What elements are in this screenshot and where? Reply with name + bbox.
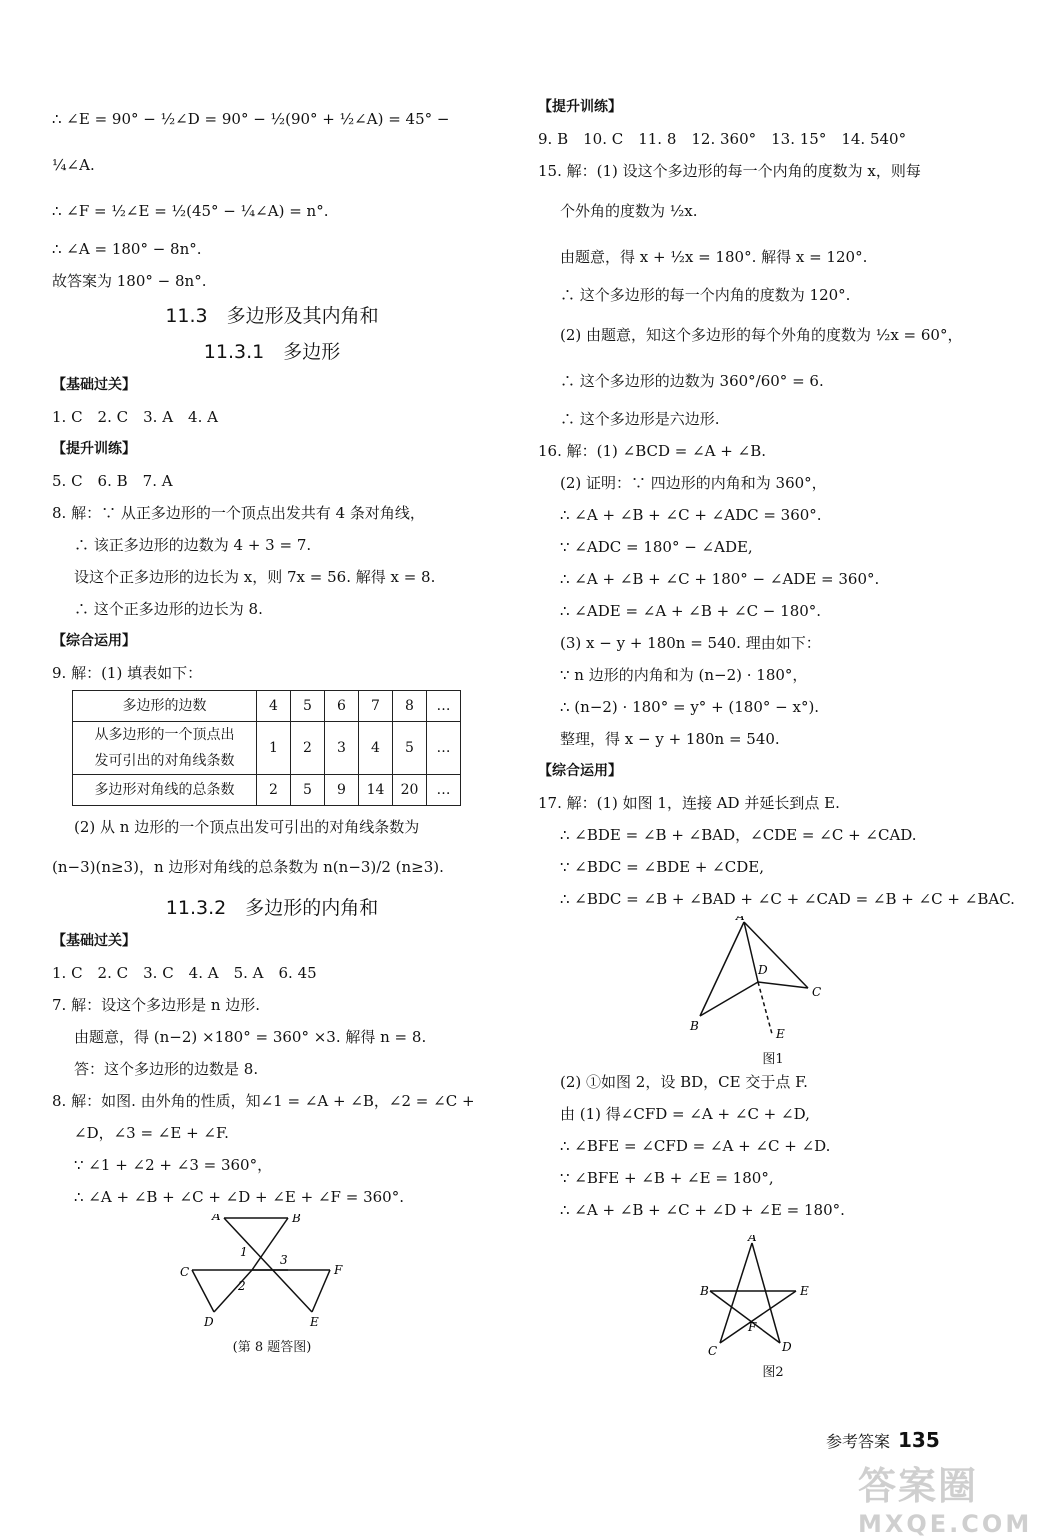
fig2-label: E: [800, 1284, 809, 1298]
fig8-label: B: [292, 1214, 301, 1225]
fig8-label: A: [212, 1214, 221, 1223]
table-cell: 5: [291, 691, 325, 722]
solution-line: (n−3)(n≥3)，n 边形对角线的总条数为 n(n−3)/2 (n≥3).: [52, 858, 444, 876]
table-cell: 20: [393, 775, 427, 806]
table-cell: [73, 722, 257, 775]
fig2-label: F: [748, 1320, 757, 1334]
watermark: [858, 1455, 1048, 1538]
fig1-label: A: [736, 916, 745, 923]
solution-line: (2) 由题意，知这个多边形的每个外角的度数为 ½x = 60°，: [560, 326, 963, 344]
fig8-label: 1: [240, 1245, 248, 1259]
solution-line: 7. 解：设这个多边形是 n 边形.: [52, 996, 261, 1014]
figure-caption: 图1: [762, 1052, 784, 1067]
fig1-label: D: [758, 963, 768, 977]
fig8-label: 3: [280, 1253, 288, 1267]
solution-line: ∴ ∠A + ∠B + ∠C + ∠ADC = 360°.: [560, 506, 822, 524]
solution-line: ∵ ∠BFE + ∠B + ∠E = 180°,: [560, 1169, 774, 1187]
solution-line: (2) ①如图 2，设 BD，CE 交于点 F.: [560, 1073, 808, 1091]
figure-caption: (第 8 题答图): [232, 1340, 312, 1355]
solution-line: ∴ 这个多边形的每一个内角的度数为 120°.: [560, 286, 851, 304]
solution-line: ∴ ∠A = 180° − 8n°.: [52, 240, 202, 258]
answer-line: 1. C 2. C 3. C 4. A 5. A 6. 45: [52, 964, 317, 982]
solution-line: ¼∠A.: [52, 156, 95, 174]
solution-line: 由 (1) 得∠CFD = ∠A + ∠C + ∠D,: [560, 1105, 810, 1123]
table-cell: 多边形的边数: [73, 691, 257, 722]
solution-line: ∴ ∠F = ½∠E = ½(45° − ¼∠A) = n°.: [52, 202, 329, 220]
answer-line: 1. C 2. C 3. A 4. A: [52, 408, 218, 426]
figure-caption: 图2: [762, 1365, 784, 1380]
solution-line: 由题意，得 x + ½x = 180°. 解得 x = 120°.: [560, 248, 868, 266]
solution-line: ∴ ∠BDE = ∠B + ∠BAD，∠CDE = ∠C + ∠CAD.: [560, 826, 917, 844]
solution-line: ∵ ∠ADC = 180° − ∠ADE,: [560, 538, 753, 556]
table-cell: 9: [325, 775, 359, 806]
table-cell: 14: [359, 775, 393, 806]
table-cell: 4: [257, 691, 291, 722]
tag-improve: 【提升训练】: [538, 99, 622, 115]
footer-label: 参考答案: [826, 1432, 891, 1451]
solution-line: ∴ 这个多边形的边数为 360°/60° = 6.: [560, 372, 824, 390]
solution-line: ∵ ∠1 + ∠2 + ∠3 = 360°，: [74, 1156, 273, 1174]
table-cell: …: [427, 691, 461, 722]
figure-2: [538, 1235, 1008, 1357]
table-cell: 6: [325, 691, 359, 722]
table-cell: 4: [359, 722, 393, 775]
tag-apply: 【综合运用】: [52, 633, 136, 649]
solution-line: 故答案为 180° − 8n°.: [52, 272, 207, 290]
tag-apply: 【综合运用】: [538, 763, 622, 779]
solution-line: 8. 解：如图. 由外角的性质，知∠1 = ∠A + ∠B，∠2 = ∠C +: [52, 1092, 475, 1110]
table-cell: 5: [291, 775, 325, 806]
tag-improve: 【提升训练】: [52, 441, 136, 457]
solution-line: ∴ ∠A + ∠B + ∠C + ∠D + ∠E + ∠F = 360°.: [74, 1188, 404, 1206]
left-column: [52, 96, 492, 1355]
watermark-top: 答案圈: [858, 1464, 979, 1508]
solution-line: 个外角的度数为 ½x.: [560, 202, 698, 220]
solution-line: (3) x − y + 180n = 540. 理由如下：: [560, 634, 821, 652]
solution-line: ∵ n 边形的内角和为 (n−2) · 180°，: [560, 666, 808, 684]
solution-line: ∴ ∠A + ∠B + ∠C + 180° − ∠ADE = 360°.: [560, 570, 880, 588]
table-row: [73, 722, 461, 775]
tag-basic: 【基础过关】: [52, 377, 136, 393]
fig1-label: C: [812, 985, 822, 999]
solution-line: ∴ 这个多边形是六边形.: [560, 410, 720, 428]
table-cell: 2: [291, 722, 325, 775]
table-cell: …: [427, 722, 461, 775]
table-cell: 3: [325, 722, 359, 775]
fig8-label: C: [180, 1265, 190, 1279]
fig8-label: D: [204, 1315, 214, 1329]
table-cell: 2: [257, 775, 291, 806]
right-column: [538, 92, 1015, 1380]
solution-line: 16. 解：(1) ∠BCD = ∠A + ∠B.: [538, 442, 766, 460]
figure-q8: [52, 1214, 492, 1332]
fig2-label: C: [708, 1344, 718, 1357]
page-number: 135: [898, 1428, 940, 1452]
fig1-label: E: [776, 1027, 785, 1041]
table-cell-line: 发可引出的对角线条数: [94, 753, 235, 769]
table-cell: 5: [393, 722, 427, 775]
answer-line: 5. C 6. B 7. A: [52, 472, 173, 490]
solution-line: ∠D，∠3 = ∠E + ∠F.: [74, 1124, 229, 1142]
solution-line: 整理，得 x − y + 180n = 540.: [560, 730, 780, 748]
solution-line: ∴ ∠E = 90° − ½∠D = 90° − ½(90° + ½∠A) = 45° −: [52, 110, 450, 128]
solution-line: ∴ (n−2) · 180° = y° + (180° − x°).: [560, 698, 820, 716]
table-cell-line: 从多边形的一个顶点出: [94, 727, 235, 743]
fig1-label: B: [690, 1019, 699, 1033]
watermark-bottom: MXQE.COM: [858, 1510, 1033, 1538]
fig2-label: B: [700, 1284, 709, 1298]
table-cell: 1: [257, 722, 291, 775]
tag-basic: 【基础过关】: [52, 933, 136, 949]
solution-line: ∴ ∠A + ∠B + ∠C + ∠D + ∠E = 180°.: [560, 1201, 845, 1219]
solution-line: (2) 从 n 边形的一个顶点出发可引出的对角线条数为: [74, 818, 420, 836]
page-footer: [826, 1428, 940, 1452]
table-row: [73, 691, 461, 722]
solution-line: ∴ ∠ADE = ∠A + ∠B + ∠C − 180°.: [560, 602, 822, 620]
figure-1: [538, 916, 1008, 1044]
table-cell: …: [427, 775, 461, 806]
solution-line: ∴ 这个正多边形的边长为 8.: [74, 600, 263, 618]
solution-line: ∴ ∠BFE = ∠CFD = ∠A + ∠C + ∠D.: [560, 1137, 831, 1155]
answer-line: 9. B 10. C 11. 8 12. 360° 13. 15° 14. 540°: [538, 130, 907, 148]
solution-line: 17. 解：(1) 如图 1，连接 AD 并延长到点 E.: [538, 794, 840, 812]
section-title: 11.3 多边形及其内角和: [165, 305, 379, 327]
fig8-label: F: [334, 1263, 343, 1277]
table-cell: 7: [359, 691, 393, 722]
solution-line: ∴ ∠BDC = ∠B + ∠BAD + ∠C + ∠CAD = ∠B + ∠C + ∠BAC.: [560, 890, 1015, 908]
table-cell: 8: [393, 691, 427, 722]
solution-line: 8. 解：∵ 从正多边形的一个顶点出发共有 4 条对角线，: [52, 504, 425, 522]
table-row: [73, 775, 461, 806]
solution-line: 设这个正多边形的边长为 x，则 7x = 56. 解得 x = 8.: [74, 568, 436, 586]
solution-line: 9. 解：(1) 填表如下：: [52, 664, 203, 682]
solution-line: ∵ ∠BDC = ∠BDE + ∠CDE,: [560, 858, 764, 876]
fig8-label: 2: [238, 1279, 246, 1293]
solution-line: 答：这个多边形的边数是 8.: [74, 1060, 259, 1078]
subsection-title: 11.3.2 多边形的内角和: [165, 897, 379, 919]
fig8-label: E: [310, 1315, 319, 1329]
solution-line: ∴ 该正多边形的边数为 4 + 3 = 7.: [74, 536, 312, 554]
fig2-label: D: [782, 1340, 792, 1354]
table-cell: 多边形对角线的总条数: [73, 775, 257, 806]
solution-line: (2) 证明：∵ 四边形的内角和为 360°，: [560, 474, 827, 492]
polygon-table: [72, 690, 461, 806]
solution-line: 由题意，得 (n−2) ×180° = 360° ×3. 解得 n = 8.: [74, 1028, 427, 1046]
solution-line: 15. 解：(1) 设这个多边形的每一个内角的度数为 x，则每: [538, 162, 921, 180]
fig2-label: A: [748, 1235, 757, 1244]
subsection-title: 11.3.1 多边形: [203, 341, 341, 363]
